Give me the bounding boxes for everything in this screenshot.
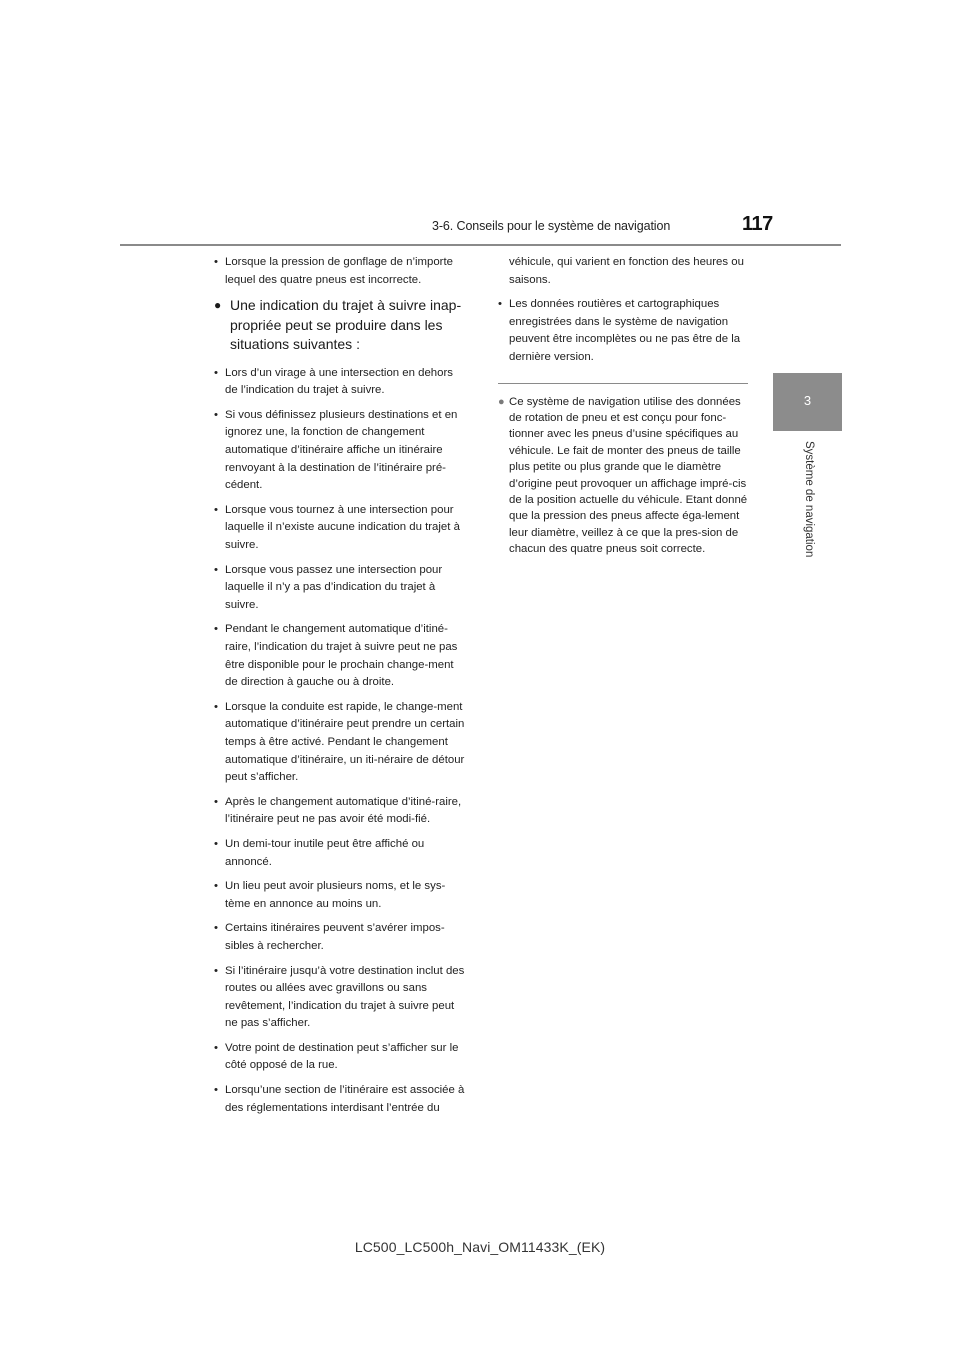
list-item-text: Si l’itinéraire jusqu’à votre destination inclut des routes ou allées avec gravillons ou sans revêtement, l’indication du trajet à suivre peut ne pas s’afficher. [225,964,465,1030]
bullet-dot-icon: • [214,795,218,808]
list-item-text: Lorsque vous passez une intersection pour laquelle il n’y a pas d’indication du trajet à suivre. [225,563,443,611]
list-item-text: Lorsque la pression de gonflage de n’importe lequel des quatre pneus est incorrecte. [225,256,453,286]
list-item-text: Après le changement automatique d’itiné-raire, l’itinéraire peut ne pas avoir été modi-fié. [225,795,462,826]
list-item-text: Lorsque vous tournez à une intersection pour laquelle il n’existe aucune indication du trajet à suivre. [225,503,460,552]
continued-text: véhicule, qui varient en fonction des heures ou saisons. [509,256,744,286]
bullet-dot-icon: • [214,700,218,713]
note-block [498,394,748,558]
bullet-dot-icon: • [214,408,218,421]
list-item-text: Lorsque la conduite est rapide, le change-ment automatique d’itinéraire peut prendre un certain temps à être activé. Pendant le changement automatique d’itinéraire, un iti-néraire de détour peut s’afficher. [225,700,465,784]
bullet-dot-icon: • [214,837,218,850]
filled-circle-icon: ● [214,298,222,313]
bullet-dot-icon: • [214,922,218,935]
note-text: Ce système de navigation utilise des données de rotation de pneu et est conçu pour fonc-tionner avec les pneus d’usine spécifiques au véhicule. Le fait de monter des pneus de taille plus petite ou plus grande que le diamètre d’origine peut provoquer un affichage impré-cis de la position actuelle du véhicule. Etant donné que la pression des pneus affecte éga-lement leur diamètre, veillez à ce que la pres-sion de chacun des quatre pneus soit correcte. [509,395,748,556]
section-subheading [214,296,467,355]
bullet-dot-icon: • [214,623,218,636]
list-item [214,794,467,829]
list-item [214,254,467,289]
list-item-text: Si vous définissez plusieurs destinations et en ignorez une, la fonction de changement automatique d’itinéraire affiche un itinéraire renvoyant à la destination de l’itinéraire pré-cédent. [225,408,458,492]
list-item-text: Un lieu peut avoir plusieurs noms, et le sys-tème en annonce au moins un. [225,880,446,910]
header-divider [120,244,841,246]
list-item [214,621,467,691]
list-item [214,878,467,913]
list-item [214,920,467,955]
section-title: 3-6. Conseils pour le système de navigation [432,219,671,233]
subheading-text: Une indication du trajet à suivre inap-propriée peut se produire dans les situations suivantes : [230,297,462,353]
note-divider [498,383,748,384]
list-item [214,1082,467,1117]
chapter-tab [773,373,842,431]
document-code: LC500_LC500h_Navi_OM11433K_(EK) [354,1239,606,1255]
list-item-text: Les données routières et cartographiques enregistrées dans le système de navigation peuvent être incomplètes ou ne pas être de la dernière version. [509,298,741,363]
list-item [498,296,754,366]
list-item [214,407,467,495]
list-item [214,963,467,1033]
bullet-dot-icon: • [214,1084,218,1097]
list-item [214,699,467,787]
bullet-dot-icon: • [214,256,218,268]
left-column [214,254,467,1124]
chapter-number: 3 [803,393,812,408]
list-item [214,836,467,871]
bullet-dot-icon: • [214,503,218,516]
list-item-text: Certains itinéraires peuvent s’avérer impos-sibles à rechercher. [225,922,445,952]
bullet-dot-icon: • [214,563,218,576]
list-item-text: Votre point de destination peut s’afficher sur le côté opposé de la rue. [225,1041,459,1072]
bullet-dot-icon: • [214,964,218,977]
bullet-dot-icon: • [214,366,218,379]
chapter-title-vertical: Système de navigation [803,441,815,558]
page-number: 117 [742,213,773,235]
list-item-text: Lorsqu’une section de l’itinéraire est associée à des réglementations interdisant l’entrée du [225,1084,465,1114]
bullet-dot-icon: • [498,298,502,311]
list-item-text: Lors d’un virage à une intersection en dehors de l’indication du trajet à suivre. [225,366,453,397]
list-item [214,502,467,555]
bullet-dot-icon: • [214,1041,218,1054]
note-circle-icon: ● [498,395,505,408]
list-item-text: Un demi-tour inutile peut être affiché ou annoncé. [225,837,425,868]
list-item [214,365,467,400]
bullet-dot-icon: • [214,880,218,893]
right-column [498,254,754,558]
list-item [214,1040,467,1075]
list-item [214,562,467,615]
list-item-text: Pendant le changement automatique d’itiné-raire, l’indication du trajet à suivre peut ne pas être disponible pour le prochain change-ment de direction à gauche ou à droite. [225,623,458,689]
